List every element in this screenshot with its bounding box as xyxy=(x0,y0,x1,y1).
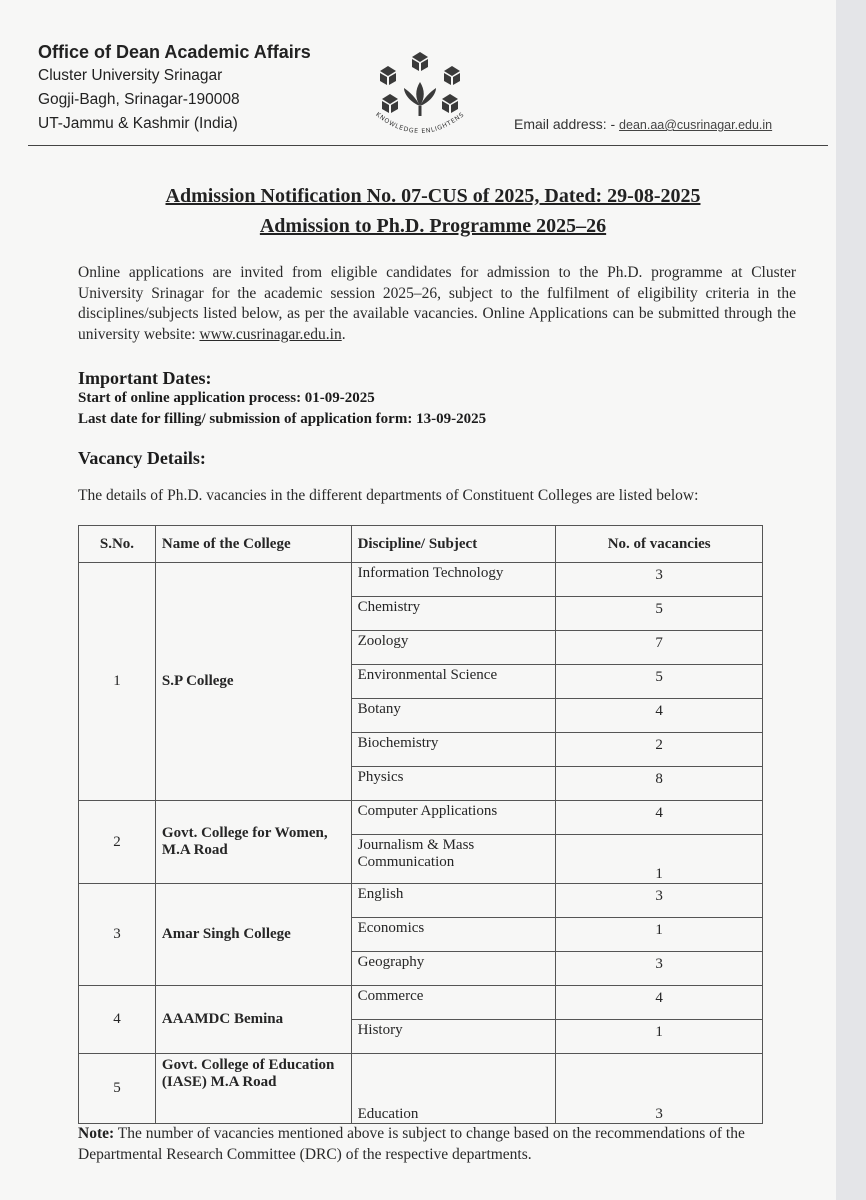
count-cell: 4 xyxy=(556,699,763,733)
subject-cell: Commerce xyxy=(351,986,556,1020)
subject-cell: Chemistry xyxy=(351,597,556,631)
sno-cell: 2 xyxy=(79,801,156,884)
count-cell: 2 xyxy=(556,733,763,767)
last-date-line: Last date for filling/ submission of application form: 13-09-2025 xyxy=(78,411,487,427)
subject-cell: Journalism & Mass Communication xyxy=(351,835,556,884)
sno-cell: 4 xyxy=(79,986,156,1054)
count-cell: 1 xyxy=(556,1020,763,1054)
college-cell: Amar Singh College xyxy=(155,884,351,986)
letterhead-divider xyxy=(28,145,828,146)
count-cell: 7 xyxy=(556,631,763,665)
subject-cell: Biochemistry xyxy=(351,733,556,767)
count-cell: 4 xyxy=(556,986,763,1020)
note-paragraph xyxy=(78,1124,798,1165)
logo-motto: KNOWLEDGE ENLIGHTENS xyxy=(374,111,466,136)
subject-cell: Botany xyxy=(351,699,556,733)
sno-cell: 1 xyxy=(79,563,156,801)
college-cell: Govt. College for Women, M.A Road xyxy=(155,801,351,884)
university-logo xyxy=(360,40,480,150)
col-college: Name of the College xyxy=(155,526,351,563)
table-row xyxy=(79,986,763,1020)
college-cell: Govt. College of Education (IASE) M.A Road xyxy=(155,1054,351,1124)
count-cell: 4 xyxy=(556,801,763,835)
count-cell: 1 xyxy=(556,918,763,952)
table-row xyxy=(79,563,763,597)
address-line: Gogji-Bagh, Srinagar-190008 xyxy=(38,91,240,108)
college-cell: AAAMDC Bemina xyxy=(155,986,351,1054)
count-cell: 3 xyxy=(556,884,763,918)
subject-cell: Economics xyxy=(351,918,556,952)
sno-cell: 5 xyxy=(79,1054,156,1124)
count-cell: 3 xyxy=(556,563,763,597)
count-cell: 8 xyxy=(556,767,763,801)
letterhead-address xyxy=(38,40,311,136)
subject-cell: History xyxy=(351,1020,556,1054)
university-name: Cluster University Srinagar xyxy=(38,67,223,84)
col-vacancies: No. of vacancies xyxy=(556,526,763,563)
notification-subtitle: Admission to Ph.D. Programme 2025–26 xyxy=(259,215,607,237)
college-cell: S.P College xyxy=(155,563,351,801)
start-date-line: Start of online application process: 01-09-2025 xyxy=(78,390,375,406)
intro-end: . xyxy=(341,325,346,343)
subject-cell: Geography xyxy=(351,952,556,986)
subject-cell: Information Technology xyxy=(351,563,556,597)
viewer-margin xyxy=(836,0,866,1200)
email-line xyxy=(514,116,772,132)
subject-cell: Computer Applications xyxy=(351,801,556,835)
office-name: Office of Dean Academic Affairs xyxy=(38,42,311,62)
important-dates-heading: Important Dates: xyxy=(78,368,212,388)
vacancy-table xyxy=(78,525,763,1124)
region-line: UT-Jammu & Kashmir (India) xyxy=(38,115,238,132)
note-text: The number of vacancies mentioned above is subject to change based on the recommendations of the Departmental Research Committee (DRC) of the respective departments. xyxy=(78,1125,745,1163)
table-header-row xyxy=(79,526,763,563)
subject-cell: Environmental Science xyxy=(351,665,556,699)
count-cell: 5 xyxy=(556,665,763,699)
col-subject: Discipline/ Subject xyxy=(351,526,556,563)
subject-cell: English xyxy=(351,884,556,918)
table-row xyxy=(79,884,763,918)
intro-text: Online applications are invited from eligible candidates for admission to the Ph.D. programme at Cluster University Srinagar for the academic session 2025–26, subject to the fulfilment of eligibility criteria in the disciplines/subjects listed below, as per the available vacancies. Online Applications can be submitted through the university website: xyxy=(78,264,796,343)
count-cell: 3 xyxy=(556,1054,763,1124)
note-label: Note: xyxy=(78,1125,115,1142)
col-sno: S.No. xyxy=(79,526,156,563)
table-row xyxy=(79,801,763,835)
vacancy-heading: Vacancy Details: xyxy=(78,448,206,468)
subject-cell: Zoology xyxy=(351,631,556,665)
email-link[interactable]: dean.aa@cusrinagar.edu.in xyxy=(619,118,773,132)
count-cell: 3 xyxy=(556,952,763,986)
vacancy-lead: The details of Ph.D. vacancies in the different departments of Constituent Colleges are listed below: xyxy=(78,487,699,504)
intro-paragraph xyxy=(78,263,796,345)
count-cell: 1 xyxy=(556,835,763,884)
subject-cell: Physics xyxy=(351,767,556,801)
website-link[interactable]: www.cusrinagar.edu.in xyxy=(199,325,342,343)
subject-cell: Education xyxy=(351,1054,556,1124)
notification-title: Admission Notification No. 07-CUS of 2025, Dated: 29-08-2025 xyxy=(165,185,701,207)
email-label: Email address: - xyxy=(514,116,616,132)
count-cell: 5 xyxy=(556,597,763,631)
sno-cell: 3 xyxy=(79,884,156,986)
table-row xyxy=(79,1054,763,1124)
